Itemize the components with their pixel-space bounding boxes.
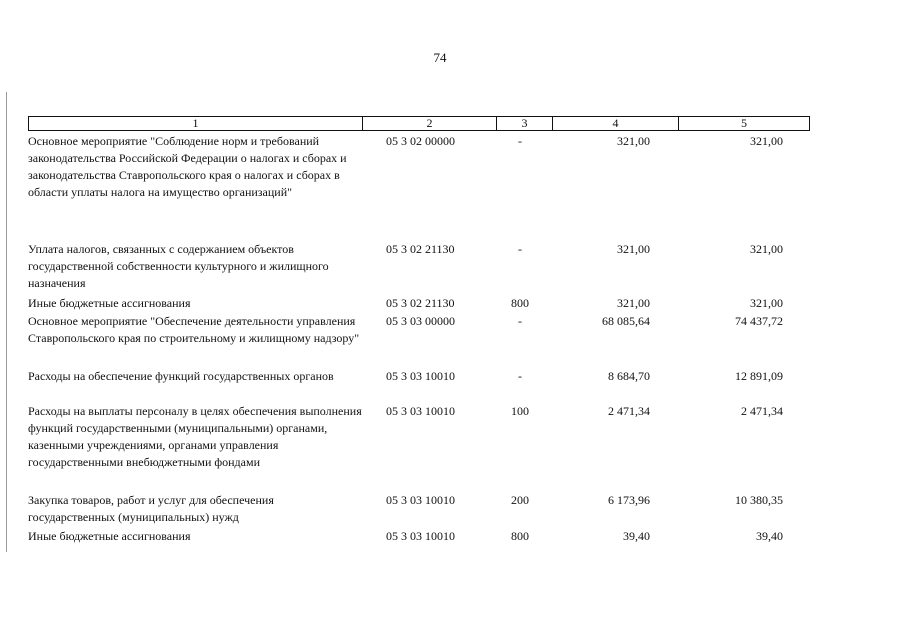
row-kvr: - xyxy=(518,369,522,383)
row-value-col4: 321,00 xyxy=(617,134,650,148)
row-name: Расходы на выплаты персоналу в целях обеспечения выполнения функций государственными (муниципальными) органами, казенными учреждениями, органами управления государственными внебюджетными фондами xyxy=(28,404,362,469)
row-code: 05 3 02 21130 xyxy=(386,242,455,256)
row-value-col4: 321,00 xyxy=(617,242,650,256)
row-value-col4: 2 471,34 xyxy=(608,404,650,418)
row-value-col5: 321,00 xyxy=(750,134,783,148)
row-name: Закупка товаров, работ и услуг для обеспечения государственных (муниципальных) нужд xyxy=(28,493,274,524)
header-col-3: 3 xyxy=(497,117,553,130)
row-name: Основное мероприятие "Соблюдение норм и требований законодательства Российской Федерации о налогах и сборах и законодательства Ставропольского края о налогах и сборах в области уплаты налога на имущество организаций" xyxy=(28,134,347,199)
row-code: 05 3 03 10010 xyxy=(386,529,455,543)
row-name: Иные бюджетные ассигнования xyxy=(28,296,191,310)
row-value-col4: 68 085,64 xyxy=(602,314,650,328)
row-value-col4: 8 684,70 xyxy=(608,369,650,383)
row-code: 05 3 03 10010 xyxy=(386,493,455,507)
row-code: 05 3 02 21130 xyxy=(386,296,455,310)
row-kvr: 100 xyxy=(511,404,529,418)
row-value-col5: 10 380,35 xyxy=(735,493,783,507)
row-kvr: 800 xyxy=(511,296,529,310)
row-code: 05 3 03 00000 xyxy=(386,314,455,328)
row-value-col4: 321,00 xyxy=(617,296,650,310)
header-col-5: 5 xyxy=(741,116,747,130)
row-name: Основное мероприятие "Обеспечение деятельности управления Ставропольского края по строительному и жилищному надзору" xyxy=(28,314,360,345)
row-value-col5: 74 437,72 xyxy=(735,314,783,328)
header-col-4: 4 xyxy=(553,117,679,130)
row-name: Уплата налогов, связанных с содержанием объектов государственной собственности культурного и жилищного назначения xyxy=(28,242,329,290)
row-value-col4: 39,40 xyxy=(623,529,650,543)
row-value-col5: 39,40 xyxy=(756,529,783,543)
row-code: 05 3 03 10010 xyxy=(386,404,455,418)
row-kvr: 200 xyxy=(511,493,529,507)
row-value-col5: 321,00 xyxy=(750,242,783,256)
left-margin-rule xyxy=(6,92,7,552)
page-number: 74 xyxy=(433,50,447,65)
table-header xyxy=(28,116,810,131)
row-name: Иные бюджетные ассигнования xyxy=(28,529,191,543)
row-kvr: 800 xyxy=(511,529,529,543)
row-code: 05 3 02 00000 xyxy=(386,134,455,148)
row-value-col5: 2 471,34 xyxy=(741,404,783,418)
row-code: 05 3 03 10010 xyxy=(386,369,455,383)
row-kvr: - xyxy=(518,242,522,256)
row-name: Расходы на обеспечение функций государственных органов xyxy=(28,369,334,383)
row-kvr: - xyxy=(518,314,522,328)
header-col-2: 2 xyxy=(363,117,497,130)
header-col-1: 1 xyxy=(29,117,363,130)
row-kvr: - xyxy=(518,134,522,148)
row-value-col4: 6 173,96 xyxy=(608,493,650,507)
row-value-col5: 12 891,09 xyxy=(735,369,783,383)
row-value-col5: 321,00 xyxy=(750,296,783,310)
